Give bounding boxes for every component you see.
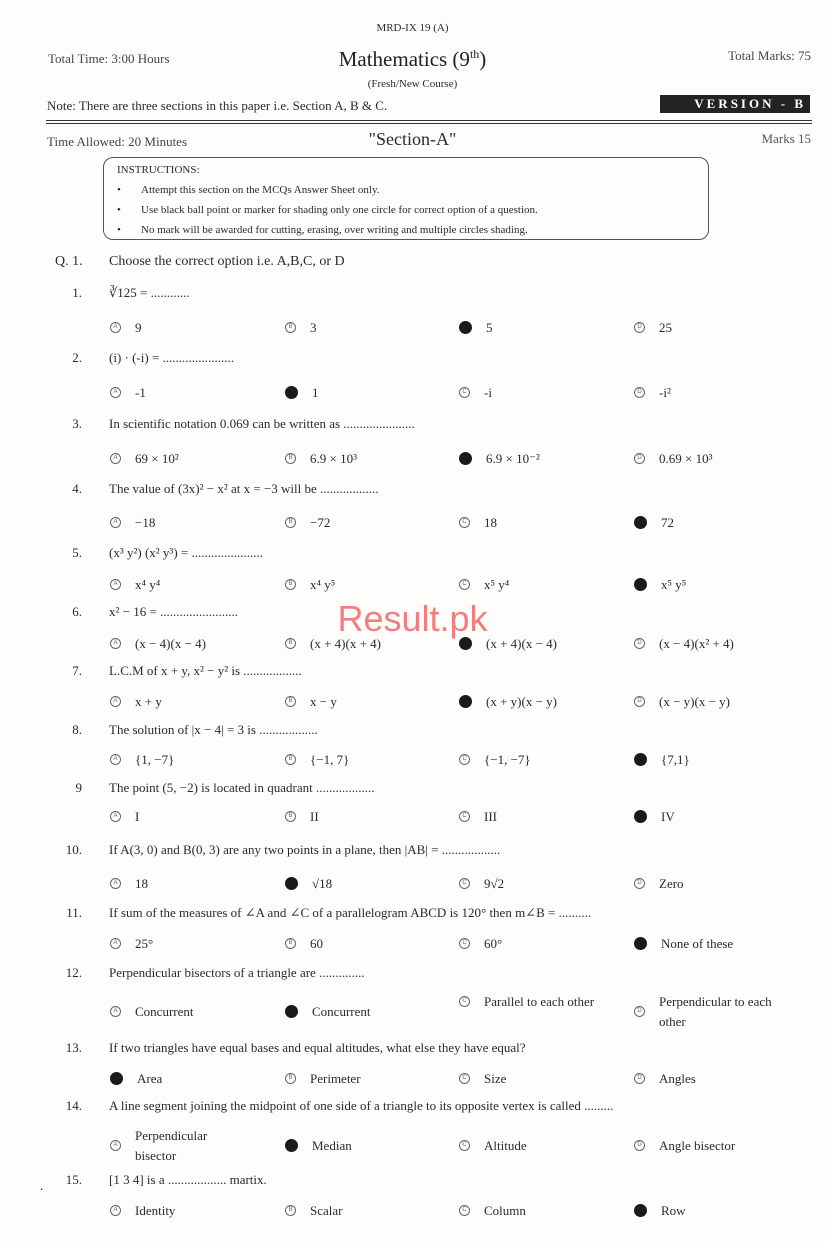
question-number: 4. xyxy=(72,481,82,496)
option-bubble[interactable]: A xyxy=(110,1205,121,1216)
note-text: Note: There are three sections in this paper i.e. Section A, B & C. xyxy=(47,98,388,113)
option-bubble[interactable]: B xyxy=(285,322,296,333)
option-bubble[interactable]: A xyxy=(110,811,121,822)
option-bubble[interactable]: B xyxy=(285,1005,298,1018)
option-label: -1 xyxy=(135,385,146,400)
option-c[interactable] xyxy=(459,750,531,770)
option-bubble[interactable]: B xyxy=(285,1205,296,1216)
option-c[interactable] xyxy=(459,874,504,894)
option-bubble[interactable]: B xyxy=(285,1139,298,1152)
divider xyxy=(46,120,812,121)
option-bubble[interactable]: B xyxy=(285,517,296,528)
option-label: (x + 4)(x − 4) xyxy=(486,636,557,651)
option-bubble[interactable]: D xyxy=(634,1073,645,1084)
question-number: 15. xyxy=(65,1172,82,1187)
option-label: 72 xyxy=(661,515,674,530)
instructions-title: INSTRUCTIONS: xyxy=(117,164,200,176)
option-label: 69 × 10² xyxy=(135,451,179,466)
option-label: 5 xyxy=(486,320,493,335)
option-bubble[interactable]: D xyxy=(634,937,647,950)
question-text: Perpendicular bisectors of a triangle are .............. xyxy=(109,965,365,980)
section-title: "Section-A" xyxy=(368,129,457,149)
total-marks: Total Marks: 75 xyxy=(728,48,811,63)
option-d[interactable] xyxy=(634,449,712,469)
option-c[interactable] xyxy=(459,1069,506,1089)
option-a[interactable] xyxy=(110,1069,162,1089)
option-c[interactable] xyxy=(459,383,492,403)
option-label: (x + 4)(x + 4) xyxy=(310,636,381,651)
option-d[interactable] xyxy=(634,992,774,1031)
option-bubble[interactable]: B xyxy=(285,754,296,765)
question-number: 8. xyxy=(72,722,82,737)
option-bubble[interactable]: A xyxy=(110,638,121,649)
paper-title xyxy=(0,47,825,72)
question-text: In scientific notation 0.069 can be written as ...................... xyxy=(109,416,415,431)
instruction-item: • No mark will be awarded for cutting, erasing, over writing and multiple circles shading. xyxy=(117,224,528,236)
option-label: Perpendicular bisector xyxy=(135,1128,208,1163)
question-number: 13. xyxy=(65,1040,82,1055)
option-label: 1 xyxy=(312,385,319,400)
option-c[interactable] xyxy=(459,575,509,595)
option-label: III xyxy=(484,809,497,824)
option-label: Concurrent xyxy=(312,1004,371,1019)
option-d[interactable] xyxy=(634,1201,686,1221)
option-label: Scalar xyxy=(310,1203,343,1218)
option-b[interactable] xyxy=(285,807,319,827)
option-label: 60 xyxy=(310,936,323,951)
option-label: -i² xyxy=(659,385,671,400)
option-label: x + y xyxy=(135,694,162,709)
question-text: If two triangles have equal bases and equal altitudes, what else they have equal? xyxy=(109,1040,526,1055)
watermark: Result.pk xyxy=(337,598,488,639)
option-b[interactable] xyxy=(285,1069,361,1089)
option-bubble[interactable]: C xyxy=(459,637,472,650)
instruction-item: • Use black ball point or marker for shading only one circle for correct option of a question. xyxy=(117,204,538,216)
option-label: (x − 4)(x² + 4) xyxy=(659,636,734,651)
option-bubble[interactable]: D xyxy=(634,453,645,464)
question-number: 10. xyxy=(65,842,82,857)
option-bubble[interactable]: A xyxy=(110,696,121,707)
option-a[interactable] xyxy=(110,1126,250,1165)
option-d[interactable] xyxy=(634,383,671,403)
option-label: 6.9 × 10³ xyxy=(310,451,357,466)
option-label: Angles xyxy=(659,1071,696,1086)
option-c[interactable] xyxy=(459,513,497,533)
question-group-heading: Choose the correct option i.e. A,B,C, or D xyxy=(109,254,345,269)
option-b[interactable] xyxy=(285,1201,342,1221)
option-bubble[interactable]: B xyxy=(285,386,298,399)
option-label: Angle bisector xyxy=(659,1138,736,1153)
option-label: Area xyxy=(137,1071,163,1086)
question-text: The solution of |x − 4| = 3 is .................. xyxy=(109,722,318,737)
option-label: 25 xyxy=(659,320,672,335)
option-b[interactable] xyxy=(285,513,330,533)
option-label: II xyxy=(310,809,319,824)
question-text: The value of (3x)² − x² at x = −3 will be .................. xyxy=(109,481,379,496)
option-bubble[interactable]: B xyxy=(285,877,298,890)
option-bubble[interactable]: B xyxy=(285,696,296,707)
option-label: -i xyxy=(484,385,492,400)
question-number: 12. xyxy=(65,965,82,980)
option-label: {−1, −7} xyxy=(484,752,531,767)
question-text: If sum of the measures of ∠A and ∠C of a parallelogram ABCD is 120° then m∠B = .......... xyxy=(109,905,592,920)
option-label: 18 xyxy=(484,515,497,530)
option-c[interactable] xyxy=(459,992,599,1012)
question-text: ∛125 = ............ xyxy=(109,285,190,300)
option-c[interactable] xyxy=(459,1136,527,1156)
option-bubble[interactable]: C xyxy=(459,695,472,708)
option-c[interactable] xyxy=(459,449,540,469)
option-label: Perpendicular to each other xyxy=(659,994,772,1029)
margin-mark: . xyxy=(40,1178,44,1193)
option-bubble[interactable]: D xyxy=(634,696,645,707)
option-bubble[interactable]: B xyxy=(285,938,296,949)
option-label: None of these xyxy=(661,936,734,951)
question-number: 9 xyxy=(75,780,82,795)
option-bubble[interactable]: A xyxy=(110,387,121,398)
option-label: 9 xyxy=(135,320,142,335)
option-label: Concurrent xyxy=(135,1004,194,1019)
option-bubble[interactable]: A xyxy=(110,754,121,765)
course-label: (Fresh/New Course) xyxy=(367,78,458,90)
option-b[interactable] xyxy=(285,575,335,595)
question-number: 3. xyxy=(72,416,82,431)
option-b[interactable] xyxy=(285,934,323,954)
option-label: Row xyxy=(661,1203,686,1218)
option-bubble[interactable]: C xyxy=(459,754,470,765)
question-number: 1. xyxy=(72,285,82,300)
option-label: 25° xyxy=(135,936,154,951)
option-a[interactable] xyxy=(110,318,142,338)
option-bubble[interactable]: C xyxy=(459,452,472,465)
option-b[interactable] xyxy=(285,318,317,338)
option-bubble[interactable]: C xyxy=(459,321,472,334)
option-label: Zero xyxy=(659,876,684,891)
total-time: Total Time: 3:00 Hours xyxy=(48,51,170,66)
subject-close: ) xyxy=(479,47,487,71)
option-label: x⁴ y⁵ xyxy=(310,577,336,592)
question-number: 11. xyxy=(66,905,82,920)
option-bubble[interactable]: D xyxy=(634,1006,645,1017)
option-a[interactable] xyxy=(110,1201,175,1221)
option-bubble[interactable]: D xyxy=(634,322,645,333)
option-bubble[interactable]: C xyxy=(459,579,470,590)
question-text: x² − 16 = ........................ xyxy=(109,604,239,619)
option-d[interactable] xyxy=(634,575,686,595)
option-label: 6.9 × 10⁻² xyxy=(486,451,540,466)
option-c[interactable] xyxy=(459,692,557,712)
option-bubble[interactable]: A xyxy=(110,1072,123,1085)
option-label: x⁴ y⁴ xyxy=(135,577,161,592)
option-bubble[interactable]: D xyxy=(634,387,645,398)
option-a[interactable] xyxy=(110,692,162,712)
option-label: 9√2 xyxy=(484,876,505,891)
option-bubble[interactable]: D xyxy=(634,1140,645,1151)
option-bubble[interactable]: B xyxy=(285,579,296,590)
version-badge: VERSION - B xyxy=(660,95,810,113)
section-marks: Marks 15 xyxy=(761,131,811,146)
question-text: [1 3 4] is a .................. martix. xyxy=(109,1172,267,1187)
option-label: −72 xyxy=(310,515,331,530)
option-a[interactable] xyxy=(110,513,155,533)
option-bubble[interactable]: D xyxy=(634,753,647,766)
option-bubble[interactable]: B xyxy=(285,811,296,822)
option-bubble[interactable]: C xyxy=(459,1140,470,1151)
option-label: x⁵ y⁴ xyxy=(484,577,510,592)
option-d[interactable] xyxy=(634,874,684,894)
question-text: The point (5, −2) is located in quadrant .................. xyxy=(109,780,375,795)
option-b[interactable] xyxy=(285,1136,352,1156)
option-label: {−1, 7} xyxy=(310,752,350,767)
option-bubble[interactable]: C xyxy=(459,517,470,528)
option-d[interactable] xyxy=(634,934,733,954)
option-bubble[interactable]: D xyxy=(634,878,645,889)
option-a[interactable] xyxy=(110,874,148,894)
option-label: IV xyxy=(661,809,675,824)
option-bubble[interactable]: C xyxy=(459,996,470,1007)
option-label: 60° xyxy=(484,936,503,951)
option-d[interactable] xyxy=(634,692,730,712)
question-group-number: Q. 1. xyxy=(55,254,83,269)
option-bubble[interactable]: C xyxy=(459,387,470,398)
option-label: (x − y)(x − y) xyxy=(659,694,730,709)
question-text: (i) · (-i) = ...................... xyxy=(109,350,235,365)
option-label: −18 xyxy=(135,515,156,530)
option-bubble[interactable]: C xyxy=(459,878,470,889)
question-text: (x³ y²) (x² y³) = ...................... xyxy=(109,545,263,560)
option-a[interactable] xyxy=(110,1002,193,1022)
instruction-item: • Attempt this section on the MCQs Answer Sheet only. xyxy=(117,184,380,196)
question-number: 6. xyxy=(72,604,82,619)
option-b[interactable] xyxy=(285,692,337,712)
question-text: A line segment joining the midpoint of one side of a triangle to its opposite vertex is called ......... xyxy=(109,1098,614,1113)
option-a[interactable] xyxy=(110,934,153,954)
question-text: L.C.M of x + y, x² − y² is .................. xyxy=(109,663,302,678)
option-bubble[interactable]: A xyxy=(110,938,121,949)
subject-name: Mathematics (9 xyxy=(338,47,470,71)
option-bubble[interactable]: D xyxy=(634,1204,647,1217)
option-label: √18 xyxy=(312,876,333,891)
option-b[interactable] xyxy=(285,1002,370,1022)
option-bubble[interactable]: A xyxy=(110,322,121,333)
option-bubble[interactable]: A xyxy=(110,1140,121,1151)
option-bubble[interactable]: D xyxy=(634,578,647,591)
option-a[interactable] xyxy=(110,449,179,469)
option-label: Perimeter xyxy=(310,1071,361,1086)
option-label: Size xyxy=(484,1071,507,1086)
option-label: {7,1} xyxy=(661,752,690,767)
option-a[interactable] xyxy=(110,807,139,827)
subject-grade-suffix: th xyxy=(469,47,480,61)
option-a[interactable] xyxy=(110,383,146,403)
option-label: 18 xyxy=(135,876,148,891)
option-c[interactable] xyxy=(459,1201,526,1221)
option-d[interactable] xyxy=(634,807,675,827)
option-c[interactable] xyxy=(459,934,502,954)
divider xyxy=(46,123,812,124)
question-number: 7. xyxy=(72,663,82,678)
option-d[interactable] xyxy=(634,750,690,770)
option-a[interactable] xyxy=(110,750,174,770)
option-b[interactable] xyxy=(285,383,319,403)
question-number: 2. xyxy=(72,350,82,365)
option-bubble[interactable]: B xyxy=(285,453,296,464)
option-label: Column xyxy=(484,1203,526,1218)
option-bubble[interactable]: A xyxy=(110,878,121,889)
option-c[interactable] xyxy=(459,318,493,338)
option-d[interactable] xyxy=(634,1069,696,1089)
option-label: x − y xyxy=(310,694,337,709)
option-bubble[interactable]: C xyxy=(459,1073,470,1084)
option-b[interactable] xyxy=(285,449,357,469)
question-number: 5. xyxy=(72,545,82,560)
option-c[interactable] xyxy=(459,807,497,827)
option-label: Median xyxy=(312,1138,352,1153)
option-bubble[interactable]: C xyxy=(459,1205,470,1216)
time-allowed: Time Allowed: 20 Minutes xyxy=(47,134,188,149)
option-label: {1, −7} xyxy=(135,752,175,767)
option-bubble[interactable]: B xyxy=(285,638,296,649)
option-bubble[interactable]: A xyxy=(110,1006,121,1017)
option-bubble[interactable]: D xyxy=(634,516,647,529)
option-bubble[interactable]: D xyxy=(634,638,645,649)
option-bubble[interactable]: C xyxy=(459,938,470,949)
option-bubble[interactable]: A xyxy=(110,517,121,528)
option-label: (x + y)(x − y) xyxy=(486,694,557,709)
option-label: 0.69 × 10³ xyxy=(659,451,713,466)
option-label: x⁵ y⁵ xyxy=(661,577,687,592)
option-b[interactable] xyxy=(285,750,349,770)
option-bubble[interactable]: B xyxy=(285,1073,296,1084)
question-text: If A(3, 0) and B(0, 3) are any two points in a plane, then |AB| = .................. xyxy=(109,842,501,857)
option-b[interactable] xyxy=(285,874,332,894)
option-d[interactable] xyxy=(634,318,672,338)
option-label: Parallel to each other xyxy=(484,994,595,1009)
option-bubble[interactable]: A xyxy=(110,579,121,590)
option-bubble[interactable]: A xyxy=(110,453,121,464)
option-label: Altitude xyxy=(484,1138,527,1153)
paper-code: MRD-IX 19 (A) xyxy=(376,22,449,34)
option-label: (x − 4)(x − 4) xyxy=(135,636,206,651)
option-label: Identity xyxy=(135,1203,176,1218)
question-number: 14. xyxy=(65,1098,82,1113)
option-bubble[interactable]: C xyxy=(459,811,470,822)
option-d[interactable] xyxy=(634,1136,735,1156)
option-a[interactable] xyxy=(110,575,160,595)
option-label: I xyxy=(135,809,140,824)
option-bubble[interactable]: D xyxy=(634,810,647,823)
option-label: 3 xyxy=(310,320,317,335)
option-d[interactable] xyxy=(634,513,674,533)
